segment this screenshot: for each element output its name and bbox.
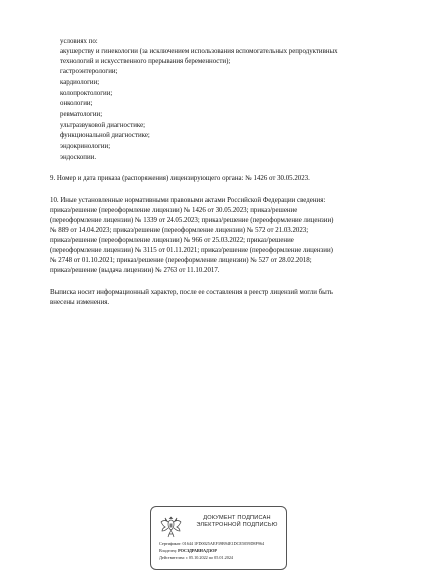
- list-item: эндокринологии;: [60, 143, 111, 150]
- validity-line: Действителен: с 05.10.2022 по 05.01.2024: [159, 555, 234, 560]
- list-item: ультразвуковой диагностике;: [60, 122, 146, 129]
- list-item: онкологии;: [60, 100, 93, 107]
- text-line: акушерству и гинекологии (за исключением использования вспомогательных репродуктивных: [60, 48, 338, 55]
- text-line: (переоформление лицензии) № 1339 от 24.05.2023; приказ/решение (переоформление лицензии): [50, 217, 334, 224]
- text-line: № 889 от 14.04.2023; приказ/решение (переоформление лицензии) № 572 от 21.03.2023;: [50, 227, 309, 234]
- list-item: ревматологии;: [60, 111, 103, 118]
- certificate-line: [159, 541, 264, 546]
- list-item: колопроктологии;: [60, 90, 113, 97]
- list-item: функциональной диагностике;: [60, 132, 150, 139]
- list-item: эндоскопии.: [60, 154, 97, 161]
- text-line: № 2748 от 01.10.2021; приказ/решение (переоформление лицензии) № 527 от 28.02.2018;: [50, 257, 312, 264]
- disclaimer-text: внесены изменения.: [50, 299, 110, 306]
- text-line: технологий и искусственного прерывания беременности);: [60, 58, 231, 65]
- signature-title-line: ЭЛЕКТРОННОЙ ПОДПИСЬЮ: [196, 522, 278, 528]
- list-item: гастроэнтерологии;: [60, 68, 118, 75]
- disclaimer-text: Выписка носит информационный характер, после ее составления в реестр лицензий могли быть: [50, 289, 333, 296]
- owner-label: Владелец:: [159, 548, 178, 553]
- owner-line: [159, 548, 217, 553]
- text-line: условиях по:: [60, 38, 98, 45]
- signature-title-line: ДОКУМЕНТ ПОДПИСАН: [203, 515, 271, 521]
- text-line: приказ/решение (переоформление лицензии) № 1426 от 30.05.2023; приказ/решение: [50, 207, 298, 214]
- section-9-text: 9. Номер и дата приказа (распоряжения) лицензирующего органа: № 1426 от 30.05.2023.: [50, 175, 310, 182]
- text-line: приказ/решение (переоформление лицензии) № 966 от 25.03.2022; приказ/решение: [50, 237, 294, 244]
- list-item: кардиологии;: [60, 79, 100, 86]
- text-line: приказ/решение (выдача лицензии) № 2763 от 11.10.2017.: [50, 267, 220, 274]
- signature-title: [193, 515, 281, 529]
- owner-value: РОСЗДРАВНАДЗОР: [178, 548, 217, 553]
- section-10-heading: 10. Иные установленные нормативными правовыми актами Российской Федерации сведения:: [50, 197, 326, 204]
- russian-coat-of-arms-icon: [157, 513, 185, 541]
- electronic-signature-stamp: [150, 506, 287, 570]
- certificate-value: 01644 1FD0025AEF39B94E1DCE5059D8F964: [182, 541, 265, 546]
- text-line: (переоформление лицензии) № 3115 от 01.11.2021; приказ/решение (переоформление лицензии): [50, 247, 333, 254]
- certificate-label: Сертификат:: [159, 541, 182, 546]
